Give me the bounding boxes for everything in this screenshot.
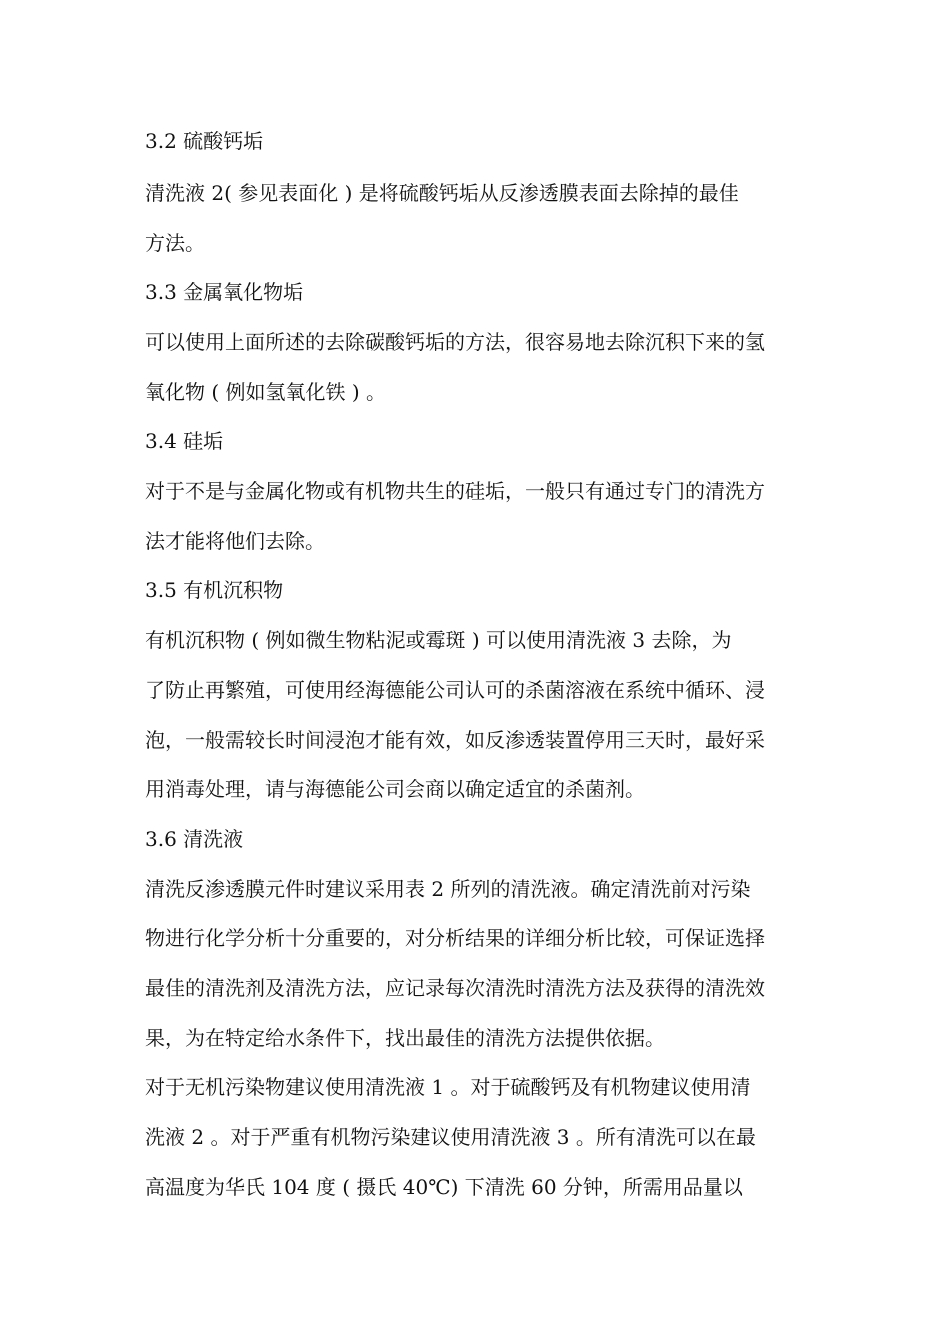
heading-3-6: 3.6 清洗液 xyxy=(145,827,244,851)
paragraph-line: 清洗液 2( 参见表面化 ) 是将硫酸钙垢从反渗透膜表面去除掉的最佳 xyxy=(145,181,739,205)
paragraph-line: 方法。 xyxy=(145,231,205,255)
paragraph-line: 可以使用上面所述的去除碳酸钙垢的方法，很容易地去除沉积下来的氢 xyxy=(145,330,765,354)
paragraph-line: 物进行化学分析十分重要的，对分析结果的详细分析比较，可保证选择 xyxy=(145,926,765,950)
paragraph-line: 洗液 2 。对于严重有机物污染建议使用清洗液 3 。所有清洗可以在最 xyxy=(145,1125,756,1149)
paragraph-line: 法才能将他们去除。 xyxy=(145,529,325,553)
paragraph-line: 了防止再繁殖，可使用经海德能公司认可的杀菌溶液在系统中循环、浸 xyxy=(145,678,765,702)
heading-3-2: 3.2 硫酸钙垢 xyxy=(145,129,264,153)
paragraph-line: 最佳的清洗剂及清洗方法，应记录每次清洗时清洗方法及获得的清洗效 xyxy=(145,976,765,1000)
paragraph-line: 对于不是与金属化物或有机物共生的硅垢，一般只有通过专门的清洗方 xyxy=(145,479,765,503)
paragraph-line: 果，为在特定给水条件下，找出最佳的清洗方法提供依据。 xyxy=(145,1026,665,1050)
paragraph-line: 对于无机污染物建议使用清洗液 1 。对于硫酸钙及有机物建议使用清 xyxy=(145,1075,751,1099)
heading-3-4: 3.4 硅垢 xyxy=(145,429,224,453)
paragraph-line: 有机沉积物 ( 例如微生物粘泥或霉斑 ) 可以使用清洗液 3 去除，为 xyxy=(145,628,732,652)
heading-3-5: 3.5 有机沉积物 xyxy=(145,578,284,602)
paragraph-line: 泡，一般需较长时间浸泡才能有效，如反渗透装置停用三天时，最好采 xyxy=(145,728,765,752)
heading-3-3: 3.3 金属氧化物垢 xyxy=(145,280,304,304)
paragraph-line: 氧化物 ( 例如氢氧化铁 ) 。 xyxy=(145,380,387,404)
paragraph-line: 高温度为华氏 104 度 ( 摄氏 40℃) 下清洗 60 分钟，所需用品量以 xyxy=(145,1175,743,1199)
paragraph-line: 用消毒处理，请与海德能公司会商以确定适宜的杀菌剂。 xyxy=(145,777,645,801)
paragraph-line: 清洗反渗透膜元件时建议采用表 2 所列的清洗液。确定清洗前对污染 xyxy=(145,877,751,901)
